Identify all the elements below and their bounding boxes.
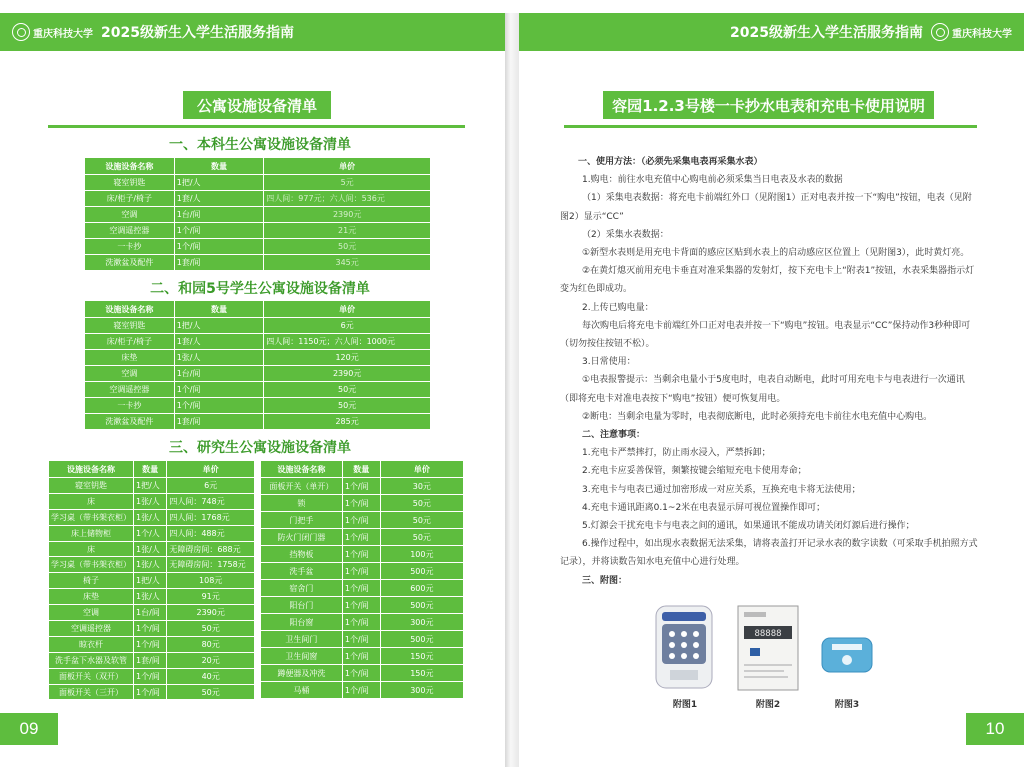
item-name-cell: 晾衣杆 <box>49 636 134 652</box>
quantity-cell: 1台/间 <box>174 366 264 382</box>
item-name-cell: 寝室钥匙 <box>49 478 134 494</box>
table-row <box>261 648 464 665</box>
instruction-heading: 三、附图： <box>582 575 628 586</box>
price-cell: 四人间：977元；六人间：536元 <box>264 191 431 207</box>
instruction-paragraph: 5.灯源会干扰充电卡与电表之间的通讯，如果通讯不能成功请关闭灯源后进行操作； <box>582 521 915 532</box>
section-heading-2: 二、和园5号学生公寓设施设备清单 <box>150 281 370 297</box>
grad-facility-table-a <box>48 460 255 700</box>
item-name-cell: 面板开关（双开） <box>49 668 134 684</box>
price-cell: 500元 <box>380 597 463 614</box>
instruction-heading: 一、使用方法：（必须先采集电表再采集水表） <box>578 157 763 167</box>
item-name-cell: 空调遥控器 <box>85 382 175 398</box>
table-row <box>261 563 464 580</box>
instruction-paragraph: ①电表报警提示：当剩余电量小于5度电时，电表自动断电，此时可用充电卡与电表进行一次通讯（即将充电卡对准电表按下“购电”按钮）便可恢复用电。 <box>560 375 965 404</box>
price-cell: 21元 <box>264 223 431 239</box>
table-header-cell: 单价 <box>264 158 431 175</box>
price-cell: 50元 <box>380 495 463 512</box>
quantity-cell: 1个/间 <box>134 636 167 652</box>
quantity-cell: 1台/间 <box>134 605 167 621</box>
quantity-cell: 1个/间 <box>342 546 380 563</box>
table-row <box>85 255 431 271</box>
table-row <box>49 652 255 668</box>
instruction-paragraph: （1）采集电表数据：将充电卡前端红外口（见附图1）正对电表并按一下“购电”按钮，电表（见附图2）显示“CC” <box>560 193 972 222</box>
price-cell: 四人间：1150元；六人间：1000元 <box>264 334 431 350</box>
price-cell: 120元 <box>264 350 431 366</box>
book-spine <box>505 13 519 767</box>
instruction-paragraph: 1.购电：前往水电充值中心购电前必须采集当日电表及水表的数据 <box>582 175 843 186</box>
item-name-cell: 床垫 <box>49 589 134 605</box>
table-header-cell: 数量 <box>134 461 167 478</box>
price-cell: 2390元 <box>264 366 431 382</box>
price-cell: 四人间：1768元 <box>167 509 255 525</box>
price-cell: 150元 <box>380 648 463 665</box>
price-cell: 500元 <box>380 631 463 648</box>
table-row <box>261 580 464 597</box>
quantity-cell: 1个/间 <box>134 621 167 637</box>
item-name-cell: 床垫 <box>85 350 175 366</box>
quantity-cell: 1个/间 <box>342 682 380 699</box>
price-cell: 600元 <box>380 580 463 597</box>
page-number-right: 10 <box>966 713 1024 745</box>
table-row <box>85 398 431 414</box>
table-row <box>261 614 464 631</box>
table-header-cell: 数量 <box>174 158 264 175</box>
table-row <box>49 573 255 589</box>
item-name-cell: 面板开关（三开） <box>49 684 134 700</box>
figure-2-caption: 附图2 <box>755 700 781 710</box>
quantity-cell: 1张/人 <box>134 541 167 557</box>
undergrad-facility-table <box>84 157 431 271</box>
table-row <box>85 191 431 207</box>
item-name-cell: 锁 <box>261 495 343 512</box>
instruction-paragraph: 3.充电卡与电表已通过加密形成一对应关系，互换充电卡将无法使用； <box>582 484 861 495</box>
instruction-paragraph: 2.上传已购电量： <box>582 302 654 313</box>
meter-display: 88888 <box>754 629 782 639</box>
item-name-cell: 学习桌（带书架衣柜） <box>49 557 134 573</box>
quantity-cell: 1张/人 <box>134 493 167 509</box>
quantity-cell: 1把/人 <box>174 175 264 191</box>
figure-1-caption: 附图1 <box>672 700 698 710</box>
quantity-cell: 1台/间 <box>174 207 264 223</box>
price-cell: 50元 <box>167 684 255 700</box>
table-header-cell: 设施设备名称 <box>261 461 343 478</box>
quantity-cell: 1张/人 <box>134 589 167 605</box>
left-page-title: 公寓设施设备清单 <box>183 91 331 119</box>
price-cell: 20元 <box>167 652 255 668</box>
table-row <box>261 665 464 682</box>
item-name-cell: 床 <box>49 493 134 509</box>
quantity-cell: 1张/人 <box>134 557 167 573</box>
instruction-paragraph: ②在黄灯熄灭前用充电卡垂直对准采集器的发射灯，按下充电卡上“附表1”按钮，水表采集器指示灯变为红色即成功。 <box>560 266 975 295</box>
header-bar-right <box>519 13 1024 51</box>
table-row <box>49 589 255 605</box>
item-name-cell: 空调 <box>85 366 175 382</box>
table-header-cell: 设施设备名称 <box>85 301 175 318</box>
table-row <box>261 597 464 614</box>
price-cell: 100元 <box>380 546 463 563</box>
table-row <box>85 334 431 350</box>
quantity-cell: 1个/间 <box>342 529 380 546</box>
quantity-cell: 1个/间 <box>342 665 380 682</box>
figure-3-caption: 附图3 <box>834 700 860 710</box>
quantity-cell: 1个/间 <box>134 668 167 684</box>
quantity-cell: 1个/间 <box>342 648 380 665</box>
table-row <box>85 382 431 398</box>
item-name-cell: 空调 <box>49 605 134 621</box>
table-row <box>49 636 255 652</box>
item-name-cell: 椅子 <box>49 573 134 589</box>
instruction-heading: 二、注意事项： <box>582 430 646 441</box>
price-cell: 150元 <box>380 665 463 682</box>
table-header-cell: 单价 <box>264 301 431 318</box>
right-page-title: 容园1.2.3号楼一卡抄水电表和充电卡使用说明 <box>603 91 934 119</box>
table-row <box>85 318 431 334</box>
item-name-cell: 寝室钥匙 <box>85 175 175 191</box>
item-name-cell: 阳台门 <box>261 597 343 614</box>
table-row <box>261 512 464 529</box>
item-name-cell: 床上储物柜 <box>49 525 134 541</box>
table-row <box>49 605 255 621</box>
quantity-cell: 1把/人 <box>134 573 167 589</box>
instruction-paragraph: 1.充电卡严禁摔打，防止雨水浸入，严禁拆卸； <box>582 448 771 459</box>
quantity-cell: 1套/间 <box>174 414 264 430</box>
item-name-cell: 挡物板 <box>261 546 343 563</box>
item-name-cell: 卫生间门 <box>261 631 343 648</box>
quantity-cell: 1个/间 <box>342 478 380 495</box>
instruction-paragraph: ①新型水表则是用充电卡背面的感应区贴到水表上的启动感应区位置上（见附图3），此时黄灯亮。 <box>582 248 970 259</box>
table-row <box>49 493 255 509</box>
item-name-cell: 空调遥控器 <box>49 621 134 637</box>
table-row <box>85 366 431 382</box>
price-cell: 300元 <box>380 682 463 699</box>
price-cell: 40元 <box>167 668 255 684</box>
price-cell: 300元 <box>380 614 463 631</box>
table-header-cell: 设施设备名称 <box>49 461 134 478</box>
price-cell: 50元 <box>264 382 431 398</box>
instruction-paragraph: 4.充电卡通讯距离0.1~2米在电表显示屏可视位置操作即可； <box>582 502 826 513</box>
table-row <box>49 509 255 525</box>
table-header-cell: 单价 <box>380 461 463 478</box>
item-name-cell: 空调 <box>85 207 175 223</box>
price-cell: 6元 <box>167 478 255 494</box>
table-row <box>85 350 431 366</box>
price-cell: 500元 <box>380 563 463 580</box>
quantity-cell: 1套/人 <box>174 334 264 350</box>
table-row <box>261 478 464 495</box>
school-emblem-right <box>931 23 1012 41</box>
item-name-cell: 防火门闭门器 <box>261 529 343 546</box>
price-cell: 2390元 <box>167 605 255 621</box>
item-name-cell: 洗手盆下水器及软管 <box>49 652 134 668</box>
heyuan5-facility-table <box>84 300 431 430</box>
header-bar-left <box>0 13 505 51</box>
item-name-cell: 寝室钥匙 <box>85 318 175 334</box>
table-row <box>261 529 464 546</box>
quantity-cell: 1个/间 <box>174 223 264 239</box>
price-cell: 108元 <box>167 573 255 589</box>
instruction-paragraph: （2）采集水表数据： <box>582 229 669 240</box>
price-cell: 无障碍房间：1758元 <box>167 557 255 573</box>
quantity-cell: 1把/人 <box>134 478 167 494</box>
school-name: 重庆科技大学 <box>33 28 93 40</box>
attached-figures <box>650 604 880 710</box>
figure-3-water-meter-collector <box>818 604 876 710</box>
quantity-cell: 1个/人 <box>134 525 167 541</box>
price-cell: 5元 <box>264 175 431 191</box>
school-name: 重庆科技大学 <box>952 28 1012 40</box>
item-name-cell: 一卡抄 <box>85 239 175 255</box>
quantity-cell: 1个/间 <box>174 382 264 398</box>
seal-icon <box>931 23 949 41</box>
price-cell: 345元 <box>264 255 431 271</box>
item-name-cell: 学习桌（带书架衣柜） <box>49 509 134 525</box>
item-name-cell: 阳台窗 <box>261 614 343 631</box>
table-row <box>49 621 255 637</box>
figure-1-charging-card <box>650 604 720 710</box>
table-row <box>49 668 255 684</box>
table-row <box>49 557 255 573</box>
table-row <box>49 525 255 541</box>
item-name-cell: 卫生间窗 <box>261 648 343 665</box>
price-cell: 50元 <box>380 529 463 546</box>
left-title-rule <box>48 125 465 128</box>
instruction-paragraph: 2.充电卡应妥善保管，频繁按键会缩短充电卡使用寿命； <box>582 466 807 477</box>
quantity-cell: 1个/间 <box>174 239 264 255</box>
quantity-cell: 1把/人 <box>174 318 264 334</box>
price-cell: 6元 <box>264 318 431 334</box>
instruction-paragraph: ②断电：当剩余电量为零时，电表彻底断电，此时必须持充电卡前往水电充值中心购电。 <box>582 411 933 422</box>
quantity-cell: 1个/间 <box>342 512 380 529</box>
right-title-rule <box>564 125 977 128</box>
usage-instructions <box>560 153 980 590</box>
price-cell: 91元 <box>167 589 255 605</box>
item-name-cell: 洗漱盆及配件 <box>85 414 175 430</box>
price-cell: 无障碍房间：688元 <box>167 541 255 557</box>
item-name-cell: 洗手盆 <box>261 563 343 580</box>
instruction-paragraph: 3.日常使用： <box>582 357 636 368</box>
quantity-cell: 1个/间 <box>342 495 380 512</box>
header-title-right: 2025级新生入学生活服务指南 <box>730 25 923 41</box>
quantity-cell: 1套/间 <box>134 652 167 668</box>
table-header-cell: 设施设备名称 <box>85 158 175 175</box>
item-name-cell: 床/柜子/椅子 <box>85 191 175 207</box>
quantity-cell: 1张/人 <box>134 509 167 525</box>
header-title-left: 2025级新生入学生活服务指南 <box>101 25 294 41</box>
table-row <box>261 546 464 563</box>
quantity-cell: 1张/人 <box>174 350 264 366</box>
grad-facility-table-b <box>260 460 464 699</box>
quantity-cell: 1套/人 <box>174 191 264 207</box>
price-cell: 50元 <box>380 512 463 529</box>
table-row <box>85 223 431 239</box>
price-cell: 四人间：488元 <box>167 525 255 541</box>
price-cell: 50元 <box>264 398 431 414</box>
item-name-cell: 洗漱盆及配件 <box>85 255 175 271</box>
price-cell: 30元 <box>380 478 463 495</box>
item-name-cell: 一卡抄 <box>85 398 175 414</box>
table-row <box>261 682 464 699</box>
quantity-cell: 1个/间 <box>342 580 380 597</box>
item-name-cell: 门把手 <box>261 512 343 529</box>
table-row <box>49 684 255 700</box>
price-cell: 50元 <box>167 621 255 637</box>
item-name-cell: 面板开关（单开） <box>261 478 343 495</box>
price-cell: 80元 <box>167 636 255 652</box>
table-row <box>85 414 431 430</box>
table-row <box>261 631 464 648</box>
price-cell: 285元 <box>264 414 431 430</box>
figure-2-electric-meter <box>736 604 800 710</box>
table-row <box>85 175 431 191</box>
item-name-cell: 蹲便器及冲洗 <box>261 665 343 682</box>
quantity-cell: 1个/间 <box>174 398 264 414</box>
table-row <box>49 541 255 557</box>
quantity-cell: 1套/间 <box>174 255 264 271</box>
item-name-cell: 宿舍门 <box>261 580 343 597</box>
quantity-cell: 1个/间 <box>342 563 380 580</box>
section-heading-1: 一、本科生公寓设施设备清单 <box>169 137 351 153</box>
item-name-cell: 马桶 <box>261 682 343 699</box>
school-emblem-left <box>12 23 93 41</box>
section-heading-3: 三、研究生公寓设施设备清单 <box>169 440 351 456</box>
price-cell: 2390元 <box>264 207 431 223</box>
quantity-cell: 1个/间 <box>342 631 380 648</box>
price-cell: 四人间：748元 <box>167 493 255 509</box>
table-header-cell: 数量 <box>342 461 380 478</box>
item-name-cell: 床/柜子/椅子 <box>85 334 175 350</box>
table-header-cell: 单价 <box>167 461 255 478</box>
quantity-cell: 1个/间 <box>342 597 380 614</box>
table-row <box>49 478 255 494</box>
page-number-left: 09 <box>0 713 58 745</box>
table-row <box>85 239 431 255</box>
item-name-cell: 空调遥控器 <box>85 223 175 239</box>
seal-icon <box>12 23 30 41</box>
quantity-cell: 1个/间 <box>134 684 167 700</box>
table-header-cell: 数量 <box>174 301 264 318</box>
price-cell: 50元 <box>264 239 431 255</box>
table-row <box>261 495 464 512</box>
quantity-cell: 1个/间 <box>342 614 380 631</box>
item-name-cell: 床 <box>49 541 134 557</box>
instruction-paragraph: 每次购电后将充电卡前端红外口正对电表并按一下“购电”按钮。电表显示“CC”保持动作3秒种即可（切勿按住按钮不松）。 <box>560 320 971 350</box>
table-row <box>85 207 431 223</box>
instruction-paragraph: 6.操作过程中，如出现水表数据无法采集，请将表盖打开记录水表的数字读数（可采取手机拍照方式记录），并将读数告知水电充值中心进行处理。 <box>560 539 978 568</box>
